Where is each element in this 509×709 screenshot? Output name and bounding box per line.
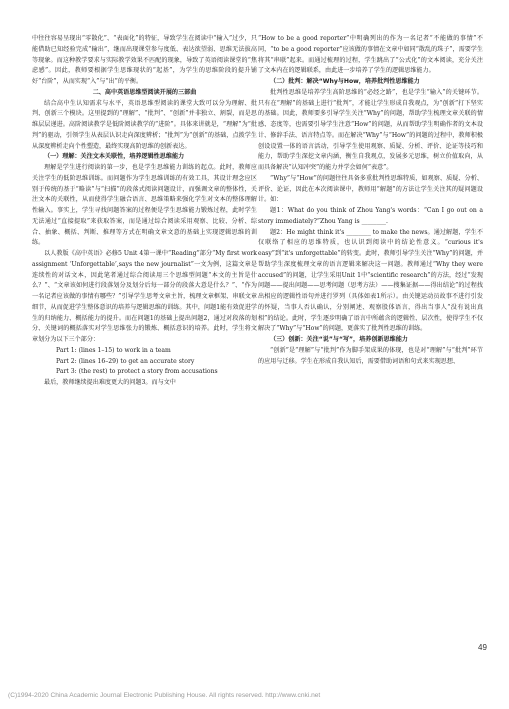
part-list [32,346,257,378]
subsection-heading: （一）理解：关注文本关联性，培养逻辑性思维能力 [44,153,185,161]
paragraph: “创新”是“理解”与“批判”作为脚手架成果的体现，也是对“理解”与“批判”环节的应用与迁移。学生在形成自我认知后，需要借助词语和句式来实现思想、 [258,346,483,365]
paragraph: 结合高中生认知需求与水平，英语思维型阅读的课堂大致可以分为理解、批判、创新三个模块。这里提到的“理解”、“批判”、“创新”并非独立、割裂，而是思维层层递进。高阶阅读教学是低阶阅读教学的“进阶”。具体来讲就是，“理解”为“批判”的驱动，引领学生从表层认识走向深度辨析；“批判”为“创新”的基础，点拨学生从深度辨析走向个性塑造，最终实现高阶思维的创新表达。 [32,99,257,150]
paragraph: 中往往容易呈现出“零散化”、“表面化”的特征，导致学生在阅读中“输入”过少，只能借助已知经验完成“输出”，继而出现课堂参与度低、表达欲望弱、思维无法拔高等现象。而这种教学要求与实际教学效果不匹配的现象，导致了英语阅读课堂的“焦虑感”。因此，教师要根据学生思维现状的“起基”，为学生的思维阶段的提升铺好“台阶”，从而实现“入”与“出”的平衡。 [32,35,257,85]
subsection-heading: （二）批判：解决“Why与How，培养批判性思维能力 [270,78,420,85]
part-item: Part 2: (lines 16–29) to get an accurate story [56,357,195,365]
paragraph: “Why”与“How”的问题往往具备多重批判性思维特质，如观察、质疑、分析、评价、论证，因此在本次阅读课中，教师用“解题”的方法让学生关注其的疑问题设计。如： [258,174,483,204]
paragraph: “How to be a good reporter”中明确列出的作为一名记者“不能做的事情”不同，“to be a good reporter”应该做的事情在文章中如同“散乱的珠子”，需要学生将其“串联”起来。而通过梳理的过程，学生跳出了“公式化”的文本阅读，充分关注了文本内在的逻辑联系，由此进一步培养了学生的逻辑思维能力。 [258,35,483,75]
left-column [32,34,257,389]
section-heading: 二、高中英语思维型阅读开展的三部曲 [92,88,197,96]
question-item: 题2：He might think it's ________ to make the news。通过解题，学生不仅联络了相应的思维特质，也认识到阅读中的结论性意义。“curious it's easy”到“it's unforgettable”的转变。此时，教师引导学生关注“Why”的问题，并帮助学生深度梳理文章的语言逻辑来解决这一问题。教师通过“Why they were accused”的问题，让学生采用Unit 1中“scientific research”的方法，经过“发现问题——提出问题——思考问题（思考方法）——搜集证据——得出结论”的过程找出相应的逻辑性语句并进行罗列（具体如表1所示）。由关键运动员故事不进行引发的怀疑，当事人否认确认，分别阐述、观察股体语言，得出当事人“没有说出真相”的结论。此时，学生逐步明确了语言中所蕴含的逻辑性、层次性，使得学生不仅解决了“Why”与“How”的问题，更落实了批判性思维的训练。 [258,228,483,333]
page-number: 49 [478,643,487,652]
paragraph: 以人教版《高中英语》必修5 Unit 4第一课中“Reading”部分“My first work assignment ‘Unforgettable’,says the new journalist”一文为例，这篇文章是连续性的对话文本，因此笔者通过综合阅读用三个思维型问题“本文的主旨是什么？”、“文章该如何进行段落划分及划分后每一部分的段落大意是什么？”、“作为一名记者应该做的事情有哪些？”引导学生思考文章主旨，梳理文章框架、串联文章细节，从而促进学生整体意识的培养与逻辑思维的训练。其中，问题1能有效促进学生的归纳能力、概括能力的提升。而在问题1的基础上提出问题2，通过对段落的划分、关键词的概括落实对学生思维张力的锻炼、概括意识的培养。此时，学生将文章划分为以下三个部分： [32,250,257,343]
paragraph: 理解是学生进行阅读的第一步，也是学生思维能力训练的起点。此时，教师应关注学生的低阶思维训练。而问题作为学生思维训练的有效工具，其设计理念应区别于传统的基于“略读”与“扫描”的段落式阅读问题设计，而强调文章的整体性，关注文本的关联性，从而使得学生融合语言、思维策略来强化学生对文本的整体理解性输入。事实上，学生寻找问题答案的过程便是学生思维能力锻炼过程，此时学生无法通过“直接提取”来获取答案，而是通过综合阅读采用观察、比较、分析、综合、抽象、概括、判断、推理等方式在明确文章文意的基础上实现逻辑思维的训练。 [32,164,257,247]
paragraph: 批判性思维是培养学生高阶思维的“必经之路”，也是学生“输入”的关键环节。只有在“理解”的基础上进行“批判”，才能让学生形成自我观点，为“创新”打下坚实的基础。因此，教师要多引导学生关注“Why”的问题，帮助学生梳理文章关联的情感、态度等，也需要引导学生注意“How”的问题，从而帮助学生明确作者的文本设计、修辞手法、语言特点等。而在解决“Why”与“How”的问题的过程中，教师积极创设设置一体的语言活动，引导学生使用观察、质疑、分析、评价、论证等技巧和能力，帮助学生深挖文章内涵，衡生自我观点，发展多元思维，树立价值取向，从而具备解决“认知冲突”的能力并学会如何“表意”。 [258,88,483,171]
copyright-footer: (C)1994-2020 China Academic Journal Electronic Publishing House. All rights reserved. http://www.cnki.net [8,692,321,699]
part-item: Part 3: (the rest) to protect a story from accusations [56,368,218,376]
paragraph: 最后，教师继续提出难度更大的问题3。而与文中 [44,379,176,386]
subsection-heading: （三）创新：关注“说”与“写”，培养创新思维能力 [270,336,408,343]
part-item: Part 1: (lines 1–15) to work in a team [56,346,171,354]
right-column [258,34,483,367]
question-item: 题1：What do you think of Zhou Yang's words：“Can I go out on a story immediately?”Zhou Yang is ________. [258,207,483,225]
